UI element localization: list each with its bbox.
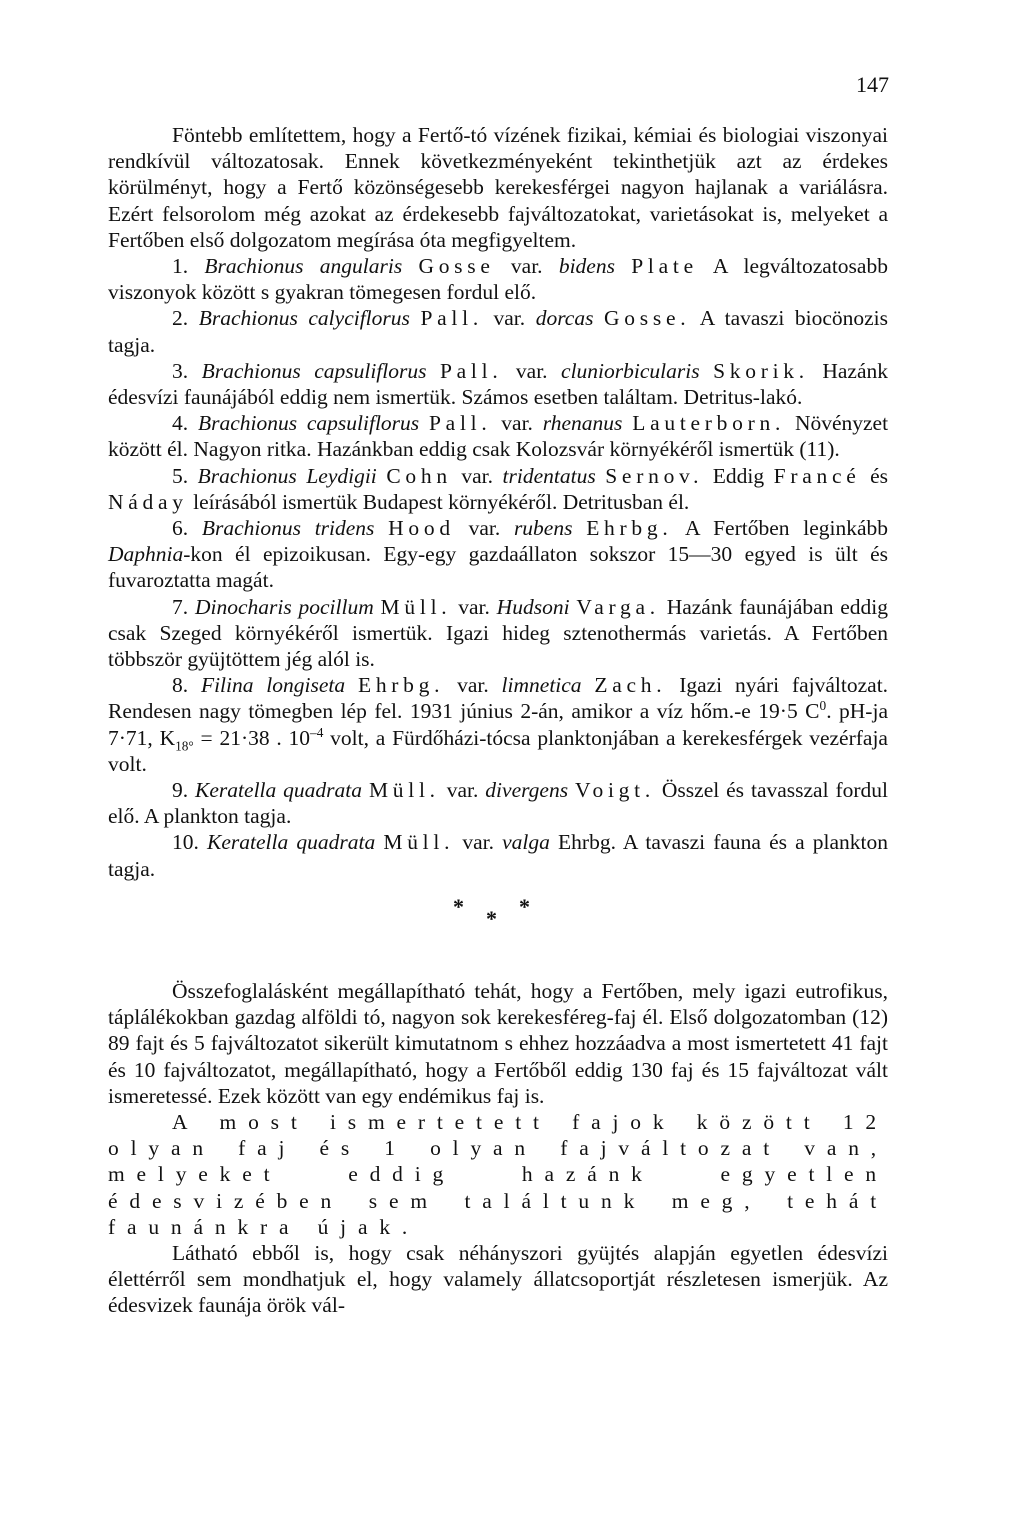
species-name: Brachionus angularis <box>204 254 403 279</box>
page-number: 147 <box>856 72 889 97</box>
spaced-paragraph: A most ismertetett fajok között 12 olyan faj és 1 olyan fajváltozat van, melyeket eddig hazánk egyetlen édesvizében sem találtunk meg, tehát faunánkra újak. <box>108 1109 888 1239</box>
species-name: Filina longiseta <box>200 673 346 698</box>
species-entry-4: 4. Brachionus capsuliflorus Pall. var. rhenanus Lauterborn. Növényzet között él. Nagyon ritka. Hazánkban eddig csak Kolozsvár környékéről ismertük (11). <box>108 411 889 462</box>
species-entry-6: 6. Brachionus tridens Hood var. rubens Ehrbg. A Fertőben leginkább Daphnia-kon él epizoikusan. Egy-egy gazdaállaton sokszor 15—30 egyed is ült és fuvaroztatta magát. <box>108 516 889 593</box>
summary-paragraph: Összefoglalásként megállapítható tehát, hogy a Fertőben, mely igazi eutrofikus, táplálékokban gazdag alföldi tó, nagyon sok kerekesféreg-faj él. Első dolgozatomban (12) 89 fajt és 5 fajváltozatot sikerült kimutatnom s ehhez hozzáadva a most ismertetett 41 fajt és 10 fajváltozatot, megállapítható, hogy a Fertőből eddig 130 faj és 15 fajváltozat vált ismeretessé. Ezek között van egy endémikus faj is. <box>108 978 888 1108</box>
intro-paragraph: Föntebb említettem, hogy a Fertő-tó vízének fizikai, kémiai és biologiai viszonyai rendkívül változatosak. Ennek következményeként tekinthetjük azt az érdekes körülményt, hogy a Fertő közönségesebb kerekesférgei nagyon hajlanak a variálásra. Ezért felsorolom még azokat az érdekesebb fajváltozatokat, varietásokat is, melyeket a Fertőben első dolgozatom megírása óta megfigyeltem. <box>108 123 888 252</box>
species-name: Brachionus Leydigii <box>197 463 377 488</box>
species-name: Brachionus capsuliflorus <box>197 411 420 436</box>
asterisk-icon: * <box>519 893 530 919</box>
species-entry-7: 7. Dinocharis pocillum Müll. var. Hudsoni Varga. Hazánk faunájában eddig csak Szeged környékéről ismertük. Igazi hideg sztenothermás varietás. A Fertőben többször gyüjtöttem jég alól is. <box>108 594 889 672</box>
species-name: Brachionus tridens <box>201 516 375 541</box>
species-name: Dinocharis pocillum <box>194 594 374 619</box>
asterisk-icon: * <box>486 905 497 931</box>
species-entry-8: 8. Filina longiseta Ehrbg. var. limnetica Zach. Igazi nyári fajváltozat. Rendesen nagy tömegben lép fel. 1931 június 2-án, amikor a víz hőm.-e 19·5 $C^0$. pH-ja 7·71, $K_{18^\circ} = 21\cdot 38$ . $10^{-4}$ volt, a Fürdőházi-tócsa planktonjában a kerekesférgek vezérfaja volt. <box>108 673 889 776</box>
species-name: Brachionus capsuliflorus <box>201 358 427 383</box>
species-name: Brachionus calyciflorus <box>198 306 410 331</box>
closing-paragraph: Látható ebből is, hogy csak néhányszori gyüjtés alapján egyetlen édesvízi élettérről sem mondhatjuk el, hogy valamely állatcsoportját részletesen ismerjük. Az édesvizek faunája örök vál- <box>108 1240 888 1318</box>
species-entry-5: 5. Brachionus Leydigii Cohn var. tridentatus Sernov. Eddig Francé és Náday leírásából ismertük Budapest környékéről. Detritusban él. <box>108 463 889 514</box>
species-entry-3: 3. Brachionus capsuliflorus Pall. var. cluniorbicularis Skorik. Hazánk édesvízi faunájából eddig nem ismertük. Számos esetben találtam. Detritus-lakó. <box>108 358 889 410</box>
species-entry-2: 2. Brachionus calyciflorus Pall. var. dorcas Gosse. A tavaszi biocönozis tagja. <box>108 306 889 357</box>
species-entry-9: 9. Keratella quadrata Müll. var. divergens Voigt. Összel és tavasszal fordul elő. A plankton tagja. <box>108 778 889 829</box>
species-name: Keratella quadrata <box>207 830 376 855</box>
asterisk-icon: * <box>453 893 464 919</box>
species-entry-10: 10. Keratella quadrata Müll. var. valga Ehrbg. A tavaszi fauna és a plankton tagja. <box>108 830 889 881</box>
page-body <box>108 122 888 1319</box>
spacer <box>108 942 888 978</box>
species-name: Keratella quadrata <box>195 778 363 803</box>
section-separator <box>108 886 888 942</box>
species-entry-1: 1. Brachionus angularis Gosse var. bidens Plate A legváltozatosabb viszonyok között s gyakran tömegesen fordul elő. <box>108 254 888 305</box>
